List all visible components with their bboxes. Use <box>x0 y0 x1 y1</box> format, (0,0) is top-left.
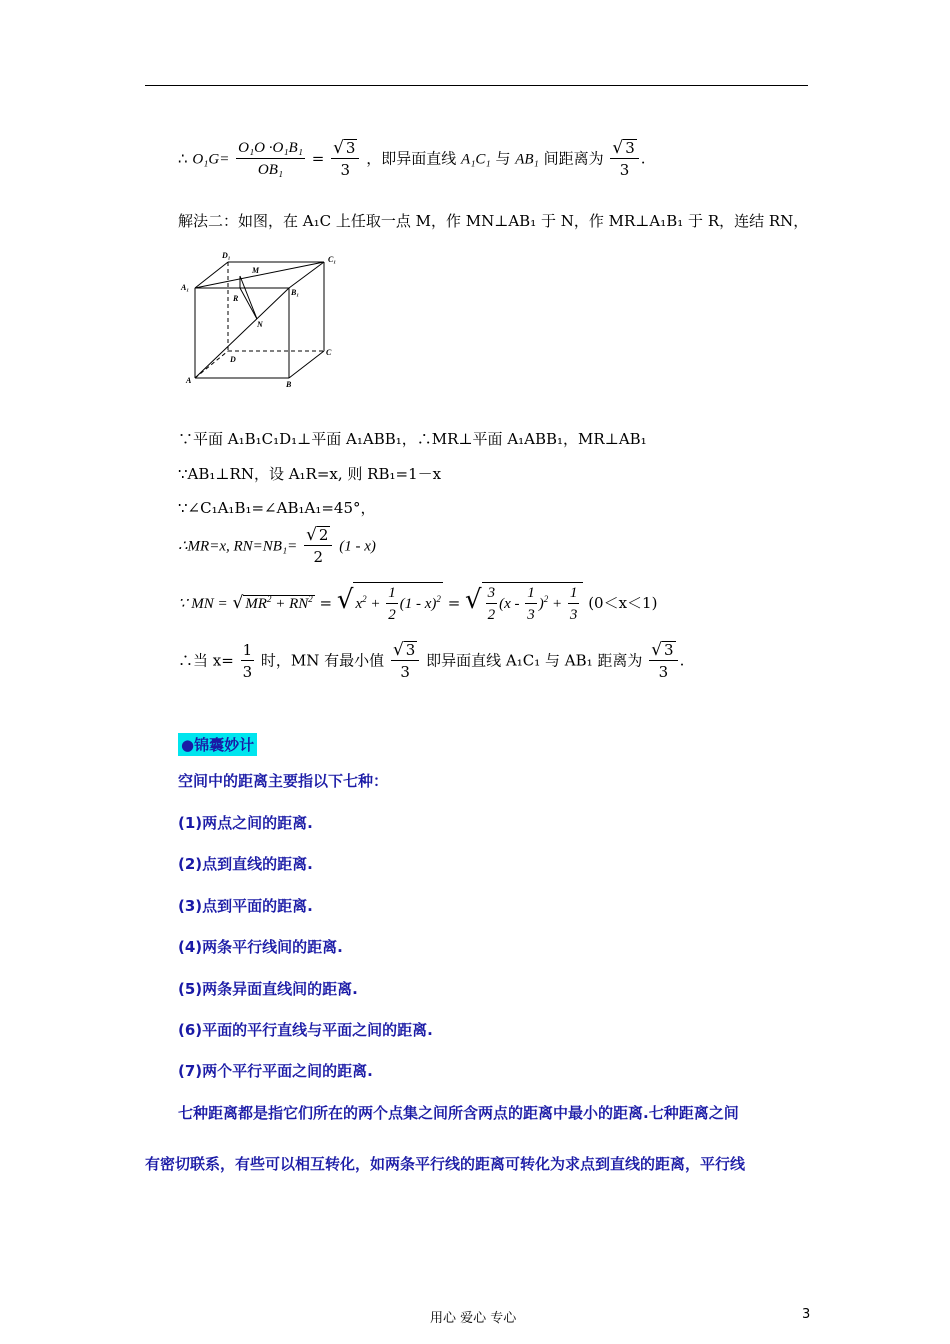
eq1-sqrt-value: 3 <box>345 139 356 157</box>
eq4-min-value: $\frac{√ 3}{3}$ <box>391 640 419 683</box>
eq4-num: 1 <box>242 641 253 659</box>
label-a1: A₁ <box>181 283 190 292</box>
eq1-sqrt-fraction: $\frac{√ 3}{3}$ <box>331 138 359 181</box>
paragraph-line-1: 七种距离都是指它们所在的两个点集之间所含两点的距离中最小的距离.七种距离之间 <box>178 1104 739 1122</box>
list-item: (3)点到平面的距离. <box>178 897 313 915</box>
eq4-min-den: 3 <box>400 663 410 681</box>
footer-slogan: 用心 爱心 专心 <box>430 1311 517 1326</box>
eq3-sqrt-3: $\frac{3}{2}$ (x - $\frac{1}{3}$ )$^2$ + $\frac{1}{3}$ <box>482 582 584 626</box>
list-item: (7)两个平行平面之间的距离. <box>178 1062 373 1080</box>
label-b1: B₁ <box>291 288 300 297</box>
eq3-sqrt-1: $MR^2 + RN^2$ <box>245 593 313 612</box>
eq1-text: ，即异面直线 <box>366 149 457 168</box>
equation-4 <box>178 640 684 683</box>
eq4-den: 3 <box>242 663 253 681</box>
list-item: (5)两条异面直线间的距离. <box>178 980 358 998</box>
eq2-tail: (1 - x) <box>339 538 376 555</box>
section-heading: ●锦囊妙计 <box>178 733 257 756</box>
paragraph-line-2: 有密切联系，有些可以相互转化，如两条平行线的距离可转化为求点到直线的距离，平行线 <box>145 1155 746 1173</box>
eq2-den: 2 <box>313 548 324 566</box>
eq1-line-a1c1: A₁C₁ <box>461 151 491 168</box>
eq4-text: 即异面直线 A₁C₁ 与 AB₁ 距离为 <box>426 651 643 670</box>
header-rule <box>145 85 808 86</box>
eq4-mid: 时，MN 有最小值 <box>260 651 385 670</box>
label-m: M <box>252 266 260 275</box>
eq1-denominator: OB₁ <box>257 162 284 178</box>
eq4-fraction <box>241 640 255 683</box>
step-1: ∵平面 A₁B₁C₁D₁⊥平面 A₁ABB₁，∴MR⊥平面 A₁ABB₁，MR⊥AB₁ <box>178 430 647 448</box>
equation-2 <box>178 525 376 568</box>
label-n: N <box>257 320 263 329</box>
eq1-sqrt-den: 3 <box>340 161 351 179</box>
eq1-result: $\frac{√ 3}{3}$ <box>610 138 638 181</box>
eq1-result-sqrt: 3 <box>625 139 635 157</box>
eq1-fraction <box>236 138 305 181</box>
label-r: R <box>233 294 239 303</box>
eq4-result: $\frac{√ 3}{3}$ <box>649 640 677 683</box>
eq3-sqrt-2: $x^2$ + $\frac{1}{2}$ (1 - x)$^2$ <box>353 582 442 626</box>
eq4-result-den: 3 <box>658 663 669 681</box>
eq4-result-sqrt: 3 <box>664 641 674 659</box>
label-b: B <box>286 380 292 389</box>
eq1-result-den: 3 <box>619 161 630 179</box>
eq1-lhs: O₁G= <box>192 151 230 168</box>
eq1-line-ab1: AB₁ <box>515 151 539 168</box>
cube-figure <box>178 245 348 395</box>
list-item: (1)两点之间的距离. <box>178 814 313 832</box>
eq1-numerator: O₁O ·O₁B₁ <box>236 138 305 159</box>
eq2-lhs: ∴MR=x, RN=NB₁= <box>178 538 298 555</box>
eq3-range: (0＜x＜1) <box>588 593 658 612</box>
list-item: (4)两条平行线间的距离. <box>178 938 343 956</box>
intro-text: 空间中的距离主要指以下七种： <box>178 772 389 790</box>
eq1-end: . <box>640 149 646 168</box>
list-item: (6)平面的平行直线与平面之间的距离. <box>178 1021 433 1039</box>
eq4-end: . <box>679 651 685 670</box>
therefore-symbol: ∴ <box>178 149 188 168</box>
eq4-prefix: ∴当 x= <box>178 651 234 670</box>
list-item: (2)点到直线的距离. <box>178 855 313 873</box>
label-d: D <box>230 355 236 364</box>
step-3: ∵∠C₁A₁B₁=∠AB₁A₁=45°， <box>178 499 376 517</box>
eq2-fraction: $\frac{√ 2}{2}$ <box>304 525 332 568</box>
label-a: A <box>186 376 192 385</box>
label-d1: D₁ <box>222 251 231 260</box>
eq4-min-sqrt: 3 <box>405 641 416 659</box>
equation-1 <box>178 138 646 181</box>
label-c: C <box>326 348 332 357</box>
step-2: ∵AB₁⊥RN，设 A₁R=x, 则 RB₁=1－x <box>178 465 442 483</box>
eq2-sqrt: 2 <box>318 526 329 544</box>
eq1-dist-text: 间距离为 <box>543 149 604 168</box>
label-c1: C₁ <box>328 255 337 264</box>
page-number: 3 <box>802 1307 811 1322</box>
equation-3: ∵ MN = √ $MR^2 + RN^2$ = √ $x^2$ + $\frac{1}{2}$ (1 - x)$^2$ = √ $\frac{3}{2}$ (x - $\frac{1}{3}$ )$^2$ + $\frac{1}{3}$ (0＜x＜1) <box>178 582 657 626</box>
eq3-lhs: ∵ MN = <box>178 595 228 612</box>
eq1-and: 与 <box>495 149 511 168</box>
eq1-equals: = <box>311 149 325 168</box>
method-2-text: 解法二：如图，在 A₁C 上任取一点 M，作 MN⊥AB₁ 于 N，作 MR⊥A₁B₁ 于 R，连结 RN， <box>178 212 809 230</box>
